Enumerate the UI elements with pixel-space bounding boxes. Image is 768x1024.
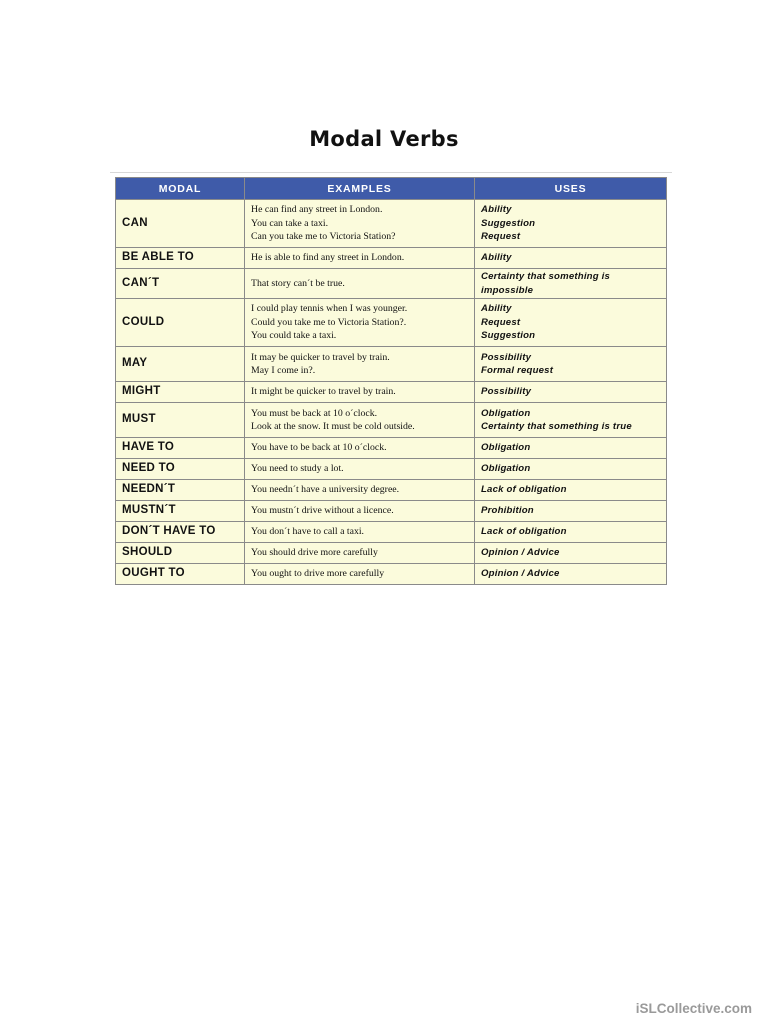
uses-cell bbox=[475, 480, 667, 501]
example-sentence: I could play tennis when I was younger. bbox=[251, 303, 408, 315]
table-row bbox=[116, 501, 667, 522]
examples-cell bbox=[245, 403, 475, 438]
use-label: Lack of obligation bbox=[481, 484, 567, 496]
example-sentence: Could you take me to Victoria Station?. bbox=[251, 316, 407, 328]
examples-cell bbox=[245, 480, 475, 501]
table-row bbox=[116, 382, 667, 403]
uses-cell bbox=[475, 347, 667, 382]
use-label: Lack of obligation bbox=[481, 526, 567, 538]
use-label: Opinion / Advice bbox=[481, 568, 560, 580]
table-body bbox=[116, 200, 667, 585]
uses-cell bbox=[475, 543, 667, 564]
modal-cell: OUGHT TO bbox=[116, 564, 245, 585]
table-row bbox=[116, 543, 667, 564]
header-examples: EXAMPLES bbox=[245, 178, 475, 200]
title-divider bbox=[110, 172, 672, 173]
examples-cell bbox=[245, 459, 475, 480]
modal-cell: NEED TO bbox=[116, 459, 245, 480]
uses-cell bbox=[475, 269, 667, 299]
examples-cell bbox=[245, 522, 475, 543]
use-label: Certainty that something is true bbox=[481, 421, 632, 432]
modal-cell: MAY bbox=[116, 347, 245, 382]
example-sentence: You can take a taxi. bbox=[251, 217, 329, 229]
examples-cell bbox=[245, 501, 475, 522]
example-sentence: It may be quicker to travel by train. bbox=[251, 351, 390, 363]
modal-cell: DON´T HAVE TO bbox=[116, 522, 245, 543]
examples-cell bbox=[245, 299, 475, 347]
examples-cell bbox=[245, 200, 475, 248]
examples-cell bbox=[245, 382, 475, 403]
uses-cell bbox=[475, 501, 667, 522]
watermark: iSLCollective.com bbox=[635, 1001, 752, 1016]
uses-cell bbox=[475, 200, 667, 248]
use-label: Request bbox=[481, 316, 521, 328]
table-header-row bbox=[116, 178, 667, 200]
example-sentence: You need to study a lot. bbox=[251, 463, 344, 475]
use-label: Ability bbox=[481, 252, 512, 264]
examples-cell bbox=[245, 347, 475, 382]
use-label: Possibility bbox=[481, 386, 532, 398]
table-row bbox=[116, 480, 667, 501]
table-row bbox=[116, 522, 667, 543]
example-sentence: May I come in?. bbox=[251, 365, 316, 376]
example-sentence: You could take a taxi. bbox=[251, 330, 337, 342]
use-label: Formal request bbox=[481, 365, 554, 376]
modal-cell: SHOULD bbox=[116, 543, 245, 564]
example-sentence: He is able to find any street in London. bbox=[251, 252, 405, 264]
uses-cell bbox=[475, 459, 667, 480]
uses-cell bbox=[475, 382, 667, 403]
table-row bbox=[116, 438, 667, 459]
table-row bbox=[116, 347, 667, 382]
modal-cell: MUSTN´T bbox=[116, 501, 245, 522]
example-sentence: That story can´t be true. bbox=[251, 277, 345, 289]
example-sentence: You must be back at 10 o´clock. bbox=[251, 407, 378, 419]
table-row bbox=[116, 564, 667, 585]
header-uses: USES bbox=[475, 178, 667, 200]
example-sentence: He can find any street in London. bbox=[251, 204, 383, 216]
modal-cell: HAVE TO bbox=[116, 438, 245, 459]
table-row bbox=[116, 248, 667, 269]
modal-verbs-table bbox=[115, 177, 667, 585]
use-label: Suggestion bbox=[481, 217, 536, 229]
uses-cell bbox=[475, 248, 667, 269]
table-row bbox=[116, 200, 667, 248]
table-row bbox=[116, 269, 667, 299]
use-label: Obligation bbox=[481, 463, 531, 475]
examples-cell bbox=[245, 269, 475, 299]
modal-cell: MIGHT bbox=[116, 382, 245, 403]
use-label: Possibility bbox=[481, 351, 532, 363]
modal-cell: MUST bbox=[116, 403, 245, 438]
example-sentence: You ought to drive more carefully bbox=[251, 568, 385, 580]
examples-cell bbox=[245, 564, 475, 585]
use-label: Certainty that something is impossible bbox=[481, 271, 611, 296]
use-label: Suggestion bbox=[481, 330, 536, 342]
examples-cell bbox=[245, 438, 475, 459]
use-label: Opinion / Advice bbox=[481, 547, 560, 559]
use-label: Obligation bbox=[481, 442, 531, 454]
example-sentence: You needn´t have a university degree. bbox=[251, 484, 400, 496]
example-sentence: Look at the snow. It must be cold outside. bbox=[251, 421, 415, 432]
example-sentence: You mustn´t drive without a licence. bbox=[251, 505, 394, 517]
modal-cell: CAN bbox=[116, 200, 245, 248]
use-label: Request bbox=[481, 231, 521, 243]
uses-cell bbox=[475, 564, 667, 585]
use-label: Prohibition bbox=[481, 505, 534, 517]
example-sentence: You have to be back at 10 o´clock. bbox=[251, 442, 387, 454]
modal-cell: NEEDN´T bbox=[116, 480, 245, 501]
table-row bbox=[116, 459, 667, 480]
page-title: Modal Verbs bbox=[309, 127, 459, 151]
uses-cell bbox=[475, 403, 667, 438]
example-sentence: Can you take me to Victoria Station? bbox=[251, 231, 396, 243]
modal-cell: CAN´T bbox=[116, 269, 245, 299]
examples-cell bbox=[245, 248, 475, 269]
examples-cell bbox=[245, 543, 475, 564]
modal-cell: COULD bbox=[116, 299, 245, 347]
table-row bbox=[116, 403, 667, 438]
example-sentence: It might be quicker to travel by train. bbox=[251, 386, 396, 398]
example-sentence: You should drive more carefully bbox=[251, 547, 378, 559]
uses-cell bbox=[475, 438, 667, 459]
use-label: Ability bbox=[481, 204, 512, 216]
header-modal: MODAL bbox=[116, 178, 245, 200]
use-label: Obligation bbox=[481, 407, 531, 419]
table-row bbox=[116, 299, 667, 347]
use-label: Ability bbox=[481, 303, 512, 315]
uses-cell bbox=[475, 522, 667, 543]
modal-cell: BE ABLE TO bbox=[116, 248, 245, 269]
example-sentence: You don´t have to call a taxi. bbox=[251, 526, 365, 538]
uses-cell bbox=[475, 299, 667, 347]
